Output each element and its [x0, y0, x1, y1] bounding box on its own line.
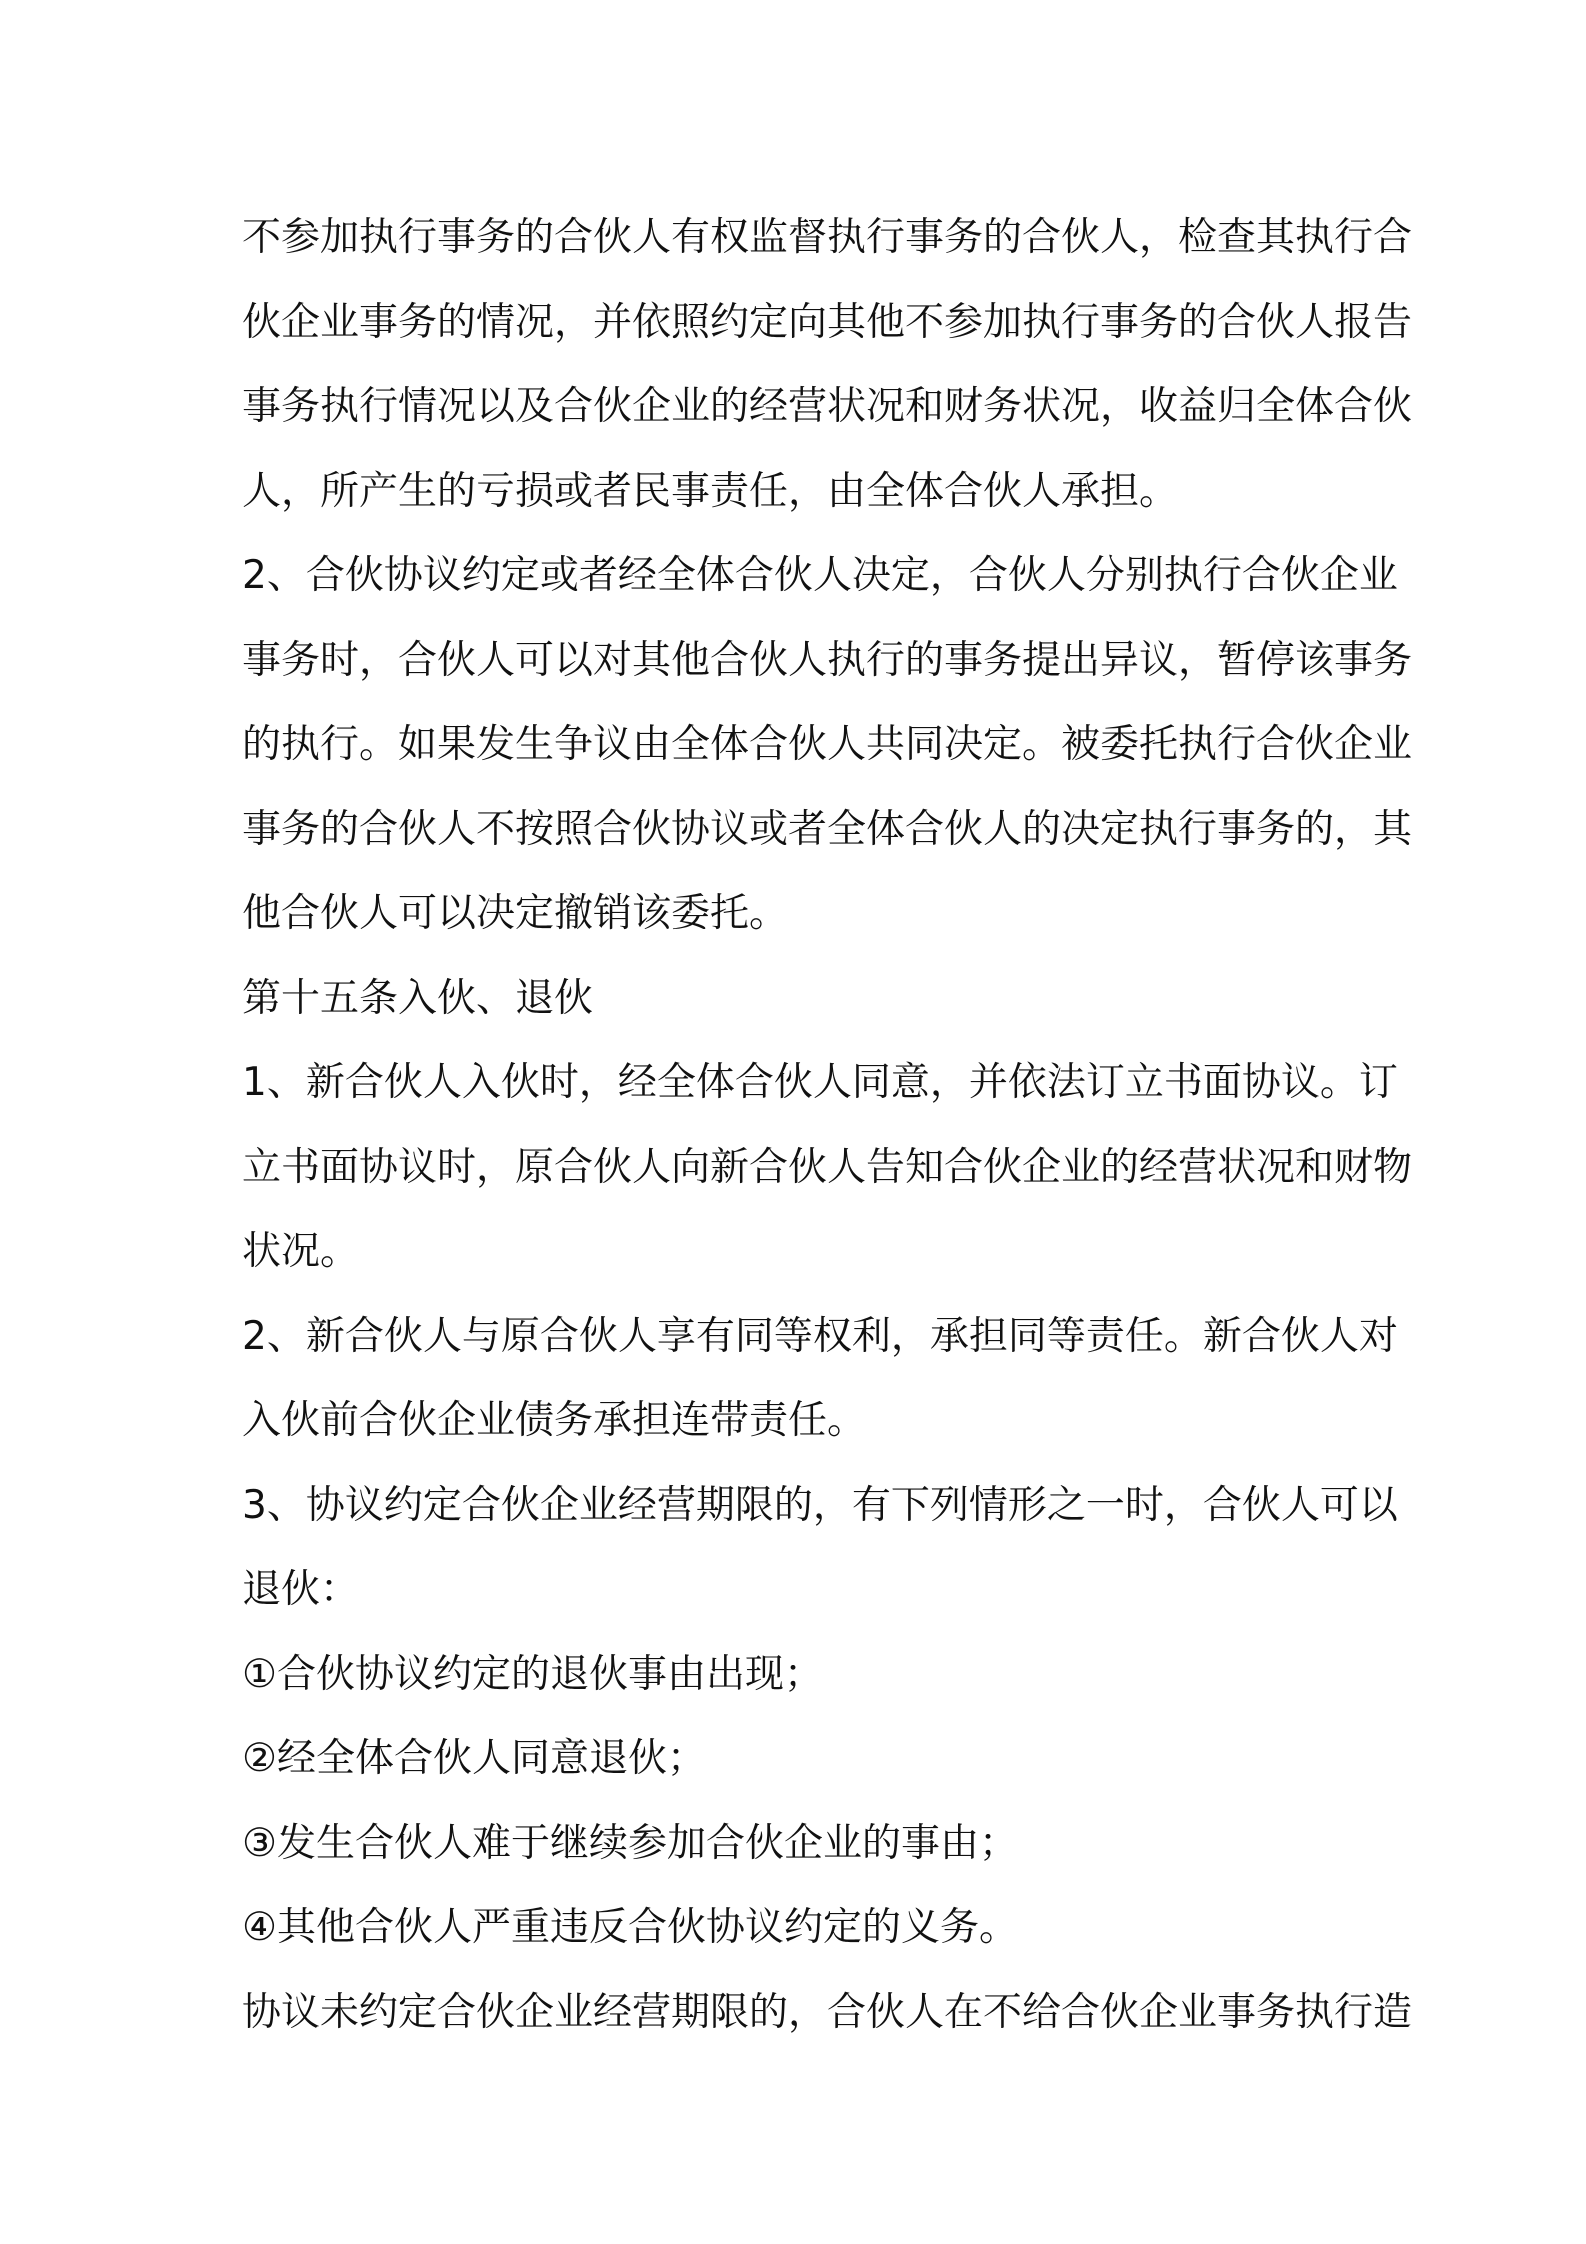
section-heading: 第十五条入伙、退伙 [242, 975, 594, 1021]
text-line: 他合伙人可以决定撤销该委托。 [242, 891, 789, 936]
text-line: 协议未约定合伙企业经营期限的，合伙人在不给合伙企业事务执行造 [242, 1989, 1413, 2035]
text-line: 1、新合伙人入伙时，经全体合伙人同意，并依法订立书面协议。订 [242, 1060, 1398, 1105]
text-line: 2、合伙协议约定或者经全体合伙人决定，合伙人分别执行合伙企业 [242, 553, 1398, 598]
text-line: 退伙： [242, 1567, 360, 1612]
text-line: 伙企业事务的情况，并依照约定向其他不参加执行事务的合伙人报告 [242, 299, 1413, 345]
text-line: 不参加执行事务的合伙人有权监督执行事务的合伙人，检查其执行合 [242, 215, 1413, 260]
text-line: 事务执行情况以及合伙企业的经营状况和财务状况，收益归全体合伙 [242, 384, 1413, 429]
text-line: 立书面协议时，原合伙人向新合伙人告知合伙企业的经营状况和财物 [242, 1144, 1413, 1190]
text-line: 人，所产生的亏损或者民事责任，由全体合伙人承担。 [242, 468, 1179, 514]
list-item: ①合伙协议约定的退伙事由出现； [242, 1651, 823, 1697]
text-line: 状况。 [242, 1229, 360, 1274]
list-item: ③发生合伙人难于继续参加合伙企业的事由； [242, 1820, 1018, 1866]
text-line: 事务的合伙人不按照合伙协议或者全体合伙人的决定执行事务的，其 [242, 806, 1413, 852]
text-line: 入伙前合伙企业债务承担连带责任。 [242, 1398, 867, 1443]
text-line: 2、新合伙人与原合伙人享有同等权利，承担同等责任。新合伙人对 [242, 1313, 1398, 1359]
text-line: 的执行。如果发生争议由全体合伙人共同决定。被委托执行合伙企业 [242, 722, 1413, 767]
text-line: 事务时，合伙人可以对其他合伙人执行的事务提出异议，暂停该事务 [242, 637, 1413, 683]
list-item: ④其他合伙人严重违反合伙协议约定的义务。 [242, 1905, 1018, 1950]
list-item: ②经全体合伙人同意退伙； [242, 1736, 706, 1781]
document-body [242, 196, 1413, 2055]
text-line: 3、协议约定合伙企业经营期限的，有下列情形之一时，合伙人可以 [242, 1482, 1398, 1528]
